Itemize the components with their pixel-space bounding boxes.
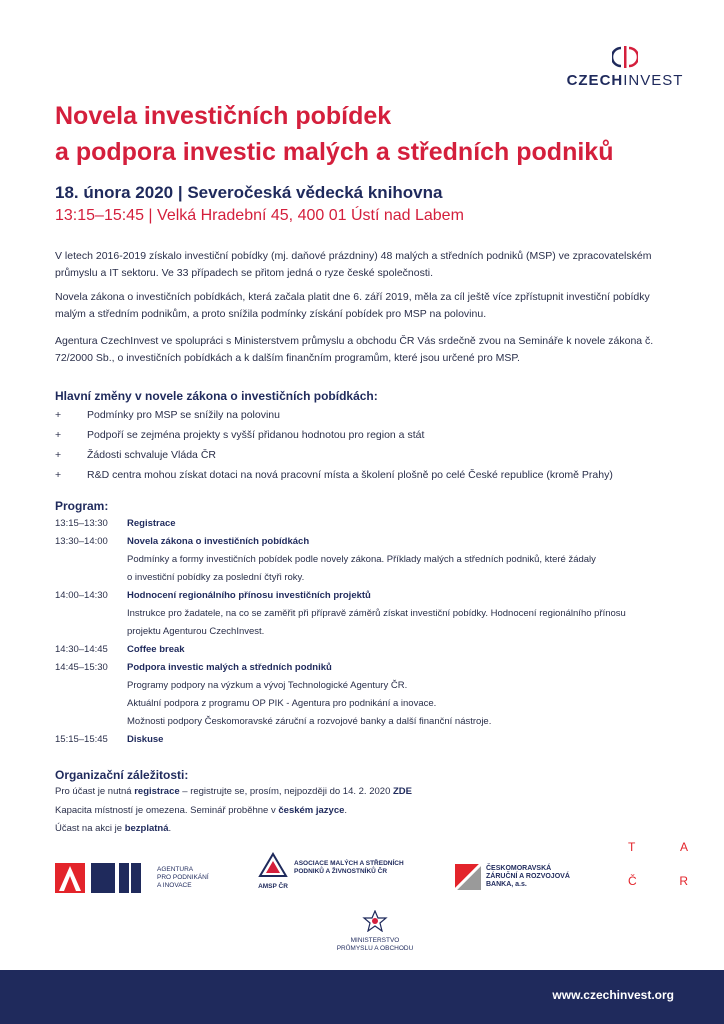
plus-bullet-icon: + xyxy=(55,469,62,481)
program-time: 13:15–13:30 xyxy=(55,518,108,529)
program-row xyxy=(55,587,685,641)
list-item: + Podmínky pro MSP se snížily na polovinu xyxy=(55,405,685,425)
org-heading: Organizační záležitosti: xyxy=(55,768,189,782)
title-line-2: a podpora investic malých a středních podniků xyxy=(55,138,614,166)
program-detail: o investiční pobídky za poslední čtyři roky. xyxy=(127,572,305,583)
intro-paragraph-1: V letech 2016-2019 získalo investiční pobídky (mj. daňové prázdniny) 48 malých a středních podniků (MSP) ve zpracovatelském průmyslu a IT sektoru. Ve 33 případech se přitom jedná o ryze české společnosti. xyxy=(55,250,652,279)
program-title: Coffee break xyxy=(127,644,185,655)
changes-heading: Hlavní změny v novele zákona o investičních pobídkách: xyxy=(55,389,378,403)
program-time: 15:15–15:45 xyxy=(55,734,108,745)
program-row xyxy=(55,515,685,533)
org-registration-line: Pro účast je nutná registrace – registrujte se, prosím, nejpozději do 14. 2. 2020 ZDE xyxy=(55,786,412,797)
program-detail: Možnosti podpory Českomoravské záruční a rozvojové banky a další finanční nástroje. xyxy=(127,716,492,727)
intro-paragraph-2: Novela zákona o investičních pobídkách, která začala platit dne 6. září 2019, měla za cíl ještě více zpřístupnit investiční pobídky malým a středním podnikům, a proto snížila podmínky získání pobídek pro MSP na polovinu. xyxy=(55,291,650,320)
program-title: Registrace xyxy=(127,518,176,529)
program-time: 14:00–14:30 xyxy=(55,590,108,601)
plus-bullet-icon: + xyxy=(55,449,62,461)
program-detail: Podmínky a formy investičních pobídek podle novely zákona. Příklady malých a středních podniků, které žádaly xyxy=(127,554,596,565)
program-detail: Programy podpory na výzkum a vývoj Technologické Agentury ČR. xyxy=(127,680,408,691)
list-item: + Podpoří se zejména projekty s vyšší přidanou hodnotou pro region a stát xyxy=(55,425,685,445)
org-free-line: Účast na akci je bezplatná. xyxy=(55,823,172,834)
program-row xyxy=(55,641,685,659)
page-title xyxy=(55,98,675,170)
plus-bullet-icon: + xyxy=(55,409,62,421)
tacr-logo: T A Č R xyxy=(628,840,688,888)
program-heading: Program: xyxy=(55,499,109,513)
logo-text-invest: INVEST xyxy=(623,72,684,89)
mpo-star-icon xyxy=(360,910,390,932)
program-detail: Instrukce pro žadatele, na co se zaměřit při přípravě záměrů získat investiční pobídky. Hodnocení regionálního přínosu xyxy=(127,608,626,619)
list-item: + R&D centra mohou získat dotaci na nová pracovní místa a školení plošně po celé České republice (kromě Prahy) xyxy=(55,465,685,485)
program-title: Podpora investic malých a středních podniků xyxy=(127,662,332,673)
czechinvest-logo-mark-icon xyxy=(612,44,638,70)
program-title: Diskuse xyxy=(127,734,164,745)
program-detail: projektu Agenturou CzechInvest. xyxy=(127,626,265,637)
czechinvest-logo xyxy=(560,44,690,89)
amsp-logo: AMSP ČR ASOCIACE MALÝCH A STŘEDNÍCH PODNIKŮ A ŽIVNOSTNÍKŮ ČR xyxy=(258,852,428,902)
program-row xyxy=(55,731,685,749)
amsp-triangle-icon xyxy=(258,852,288,878)
plus-bullet-icon: + xyxy=(55,429,62,441)
program-time: 13:30–14:00 xyxy=(55,536,108,547)
event-time-address: 13:15–15:45 | Velká Hradební 45, 400 01 Ústí nad Labem xyxy=(55,207,464,224)
footer-bar xyxy=(0,970,724,1024)
here-link[interactable]: ZDE xyxy=(393,786,412,797)
registration-link[interactable]: registrace xyxy=(134,786,180,797)
intro-paragraph-3: Agentura CzechInvest ve spolupráci s Ministerstvem průmyslu a obchodu ČR Vás srdečně zvou na Semináře k novele zákona č. 72/2000 Sb., o investičních pobídkách a k dalším finančním programům, které jsou určené pro MSP. xyxy=(55,335,654,364)
footer-website-link[interactable]: www.czechinvest.org xyxy=(552,988,674,1002)
changes-list xyxy=(55,405,685,485)
program-row xyxy=(55,659,685,731)
event-date-venue: 18. února 2020 | Severočeská vědecká knihovna xyxy=(55,183,443,202)
list-item: + Žádosti schvaluje Vláda ČR xyxy=(55,445,685,465)
api-logo: AGENTURA PRO PODNIKÁNÍ A INOVACE xyxy=(55,855,275,900)
program-detail: Aktuální podpora z programu OP PIK - Agentura pro podnikání a inovace. xyxy=(127,698,437,709)
cmzrb-logo: ČESKOMORAVSKÁ ZÁRUČNÍ A ROZVOJOVÁ BANKA, a.s. xyxy=(455,857,585,897)
program-table xyxy=(55,515,685,749)
program-row xyxy=(55,533,685,587)
program-title: Novela zákona o investičních pobídkách xyxy=(127,536,310,547)
program-time: 14:30–14:45 xyxy=(55,644,108,655)
api-mark-icon xyxy=(55,863,141,893)
program-time: 14:45–15:30 xyxy=(55,662,108,673)
mpo-logo: MINISTERSTVO PRŮMYSLU A OBCHODU xyxy=(320,910,430,960)
program-title: Hodnocení regionálního přínosu investičních projektů xyxy=(127,590,371,601)
logo-text-czech: CZECH xyxy=(566,72,624,89)
org-capacity-line: Kapacita místností je omezena. Seminář proběhne v českém jazyce. xyxy=(55,805,348,816)
cmzrb-mark-icon xyxy=(455,864,481,890)
title-line-1: Novela investičních pobídek xyxy=(55,102,392,130)
